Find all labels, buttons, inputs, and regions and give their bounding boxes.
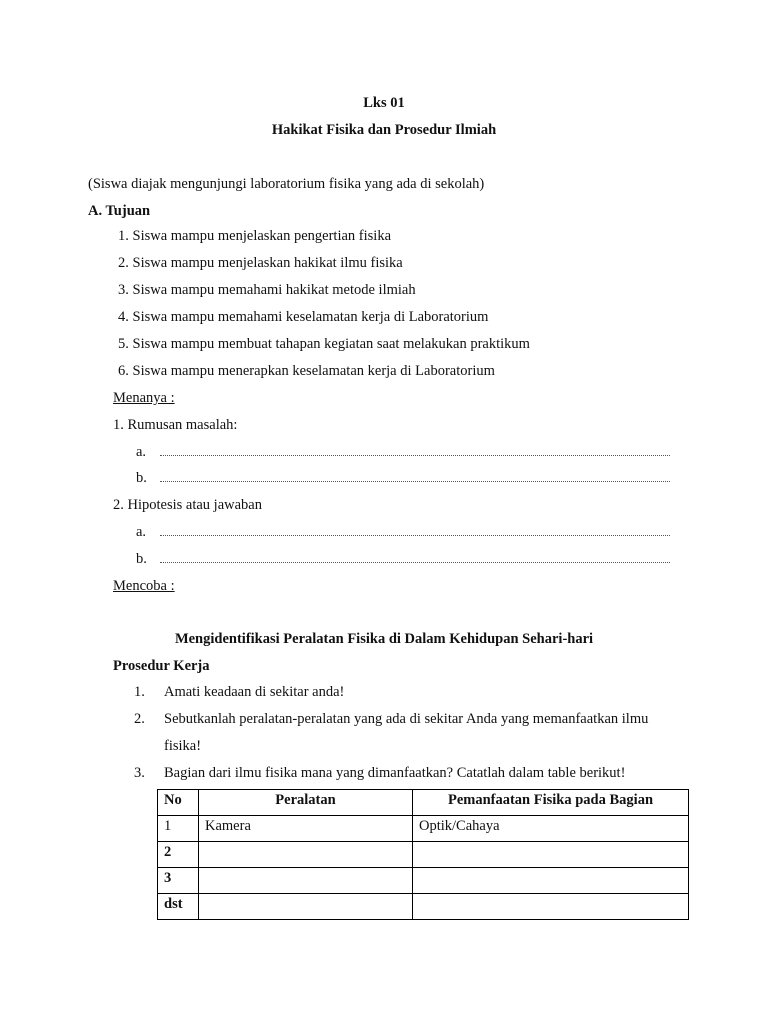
tujuan-item: 5. Siswa mampu membuat tahapan kegiatan saat melakukan praktikum bbox=[118, 336, 530, 352]
table-cell-peralatan[interactable] bbox=[199, 842, 413, 868]
table-cell-no: 2 bbox=[158, 842, 199, 868]
intro-text: (Siswa diajak mengunjungi laboratorium fisika yang ada di sekolah) bbox=[88, 176, 485, 192]
step-text: Bagian dari ilmu fisika mana yang dimanfaatkan? Catatlah dalam table berikut! bbox=[164, 765, 626, 781]
table-row bbox=[158, 868, 689, 894]
table-cell-no: 1 bbox=[158, 816, 199, 842]
table-cell-pemanfaatan[interactable] bbox=[413, 868, 689, 894]
tujuan-item: 2. Siswa mampu menjelaskan hakikat ilmu fisika bbox=[118, 255, 403, 271]
answer-line[interactable] bbox=[160, 562, 670, 563]
answer-line[interactable] bbox=[160, 455, 670, 456]
table-cell-peralatan[interactable] bbox=[199, 894, 413, 920]
table-cell-pemanfaatan[interactable] bbox=[413, 894, 689, 920]
activity-title: Mengidentifikasi Peralatan Fisika di Dalam Kehidupan Sehari-hari bbox=[174, 631, 594, 647]
tujuan-item: 6. Siswa mampu menerapkan keselamatan kerja di Laboratorium bbox=[118, 363, 495, 379]
table-cell-peralatan[interactable]: Kamera bbox=[199, 816, 413, 842]
rumusan-masalah: 1. Rumusan masalah: bbox=[113, 417, 238, 433]
menanya-label: Menanya : bbox=[113, 390, 175, 406]
table-row bbox=[158, 842, 689, 868]
tujuan-item: 3. Siswa mampu memahami hakikat metode ilmiah bbox=[118, 282, 416, 298]
answer-line[interactable] bbox=[160, 481, 670, 482]
step-number: 1. bbox=[134, 684, 145, 700]
column-header-pemanfaatan: Pemanfaatan Fisika pada Bagian bbox=[413, 790, 689, 816]
step-number: 2. bbox=[134, 711, 145, 727]
column-header-peralatan: Peralatan bbox=[199, 790, 413, 816]
tujuan-heading: A. Tujuan bbox=[88, 203, 151, 219]
table-row bbox=[158, 816, 689, 842]
step-text: Amati keadaan di sekitar anda! bbox=[164, 684, 345, 700]
hipotesis: 2. Hipotesis atau jawaban bbox=[113, 497, 262, 513]
table-cell-pemanfaatan[interactable]: Optik/Cahaya bbox=[413, 816, 689, 842]
table-header-row bbox=[158, 790, 689, 816]
column-header-no: No bbox=[158, 790, 199, 816]
table-cell-peralatan[interactable] bbox=[199, 868, 413, 894]
equipment-table bbox=[157, 789, 689, 920]
table-cell-no: dst bbox=[158, 894, 199, 920]
answer-label-a: a. bbox=[136, 524, 147, 540]
table-cell-pemanfaatan[interactable] bbox=[413, 842, 689, 868]
doc-number: Lks 01 bbox=[363, 95, 405, 111]
mencoba-label: Mencoba : bbox=[113, 578, 175, 594]
step-text-continued: fisika! bbox=[164, 738, 202, 754]
step-number: 3. bbox=[134, 765, 145, 781]
table-cell-no: 3 bbox=[158, 868, 199, 894]
prosedur-heading: Prosedur Kerja bbox=[113, 658, 210, 674]
answer-line[interactable] bbox=[160, 535, 670, 536]
table-row bbox=[158, 894, 689, 920]
tujuan-item: 1. Siswa mampu menjelaskan pengertian fisika bbox=[118, 228, 392, 244]
answer-label-a: a. bbox=[136, 444, 147, 460]
step-text: Sebutkanlah peralatan-peralatan yang ada di sekitar Anda yang memanfaatkan ilmu bbox=[164, 711, 649, 727]
doc-title: Hakikat Fisika dan Prosedur Ilmiah bbox=[271, 122, 497, 138]
answer-label-b: b. bbox=[136, 551, 147, 567]
answer-label-b: b. bbox=[136, 470, 147, 486]
tujuan-item: 4. Siswa mampu memahami keselamatan kerja di Laboratorium bbox=[118, 309, 489, 325]
